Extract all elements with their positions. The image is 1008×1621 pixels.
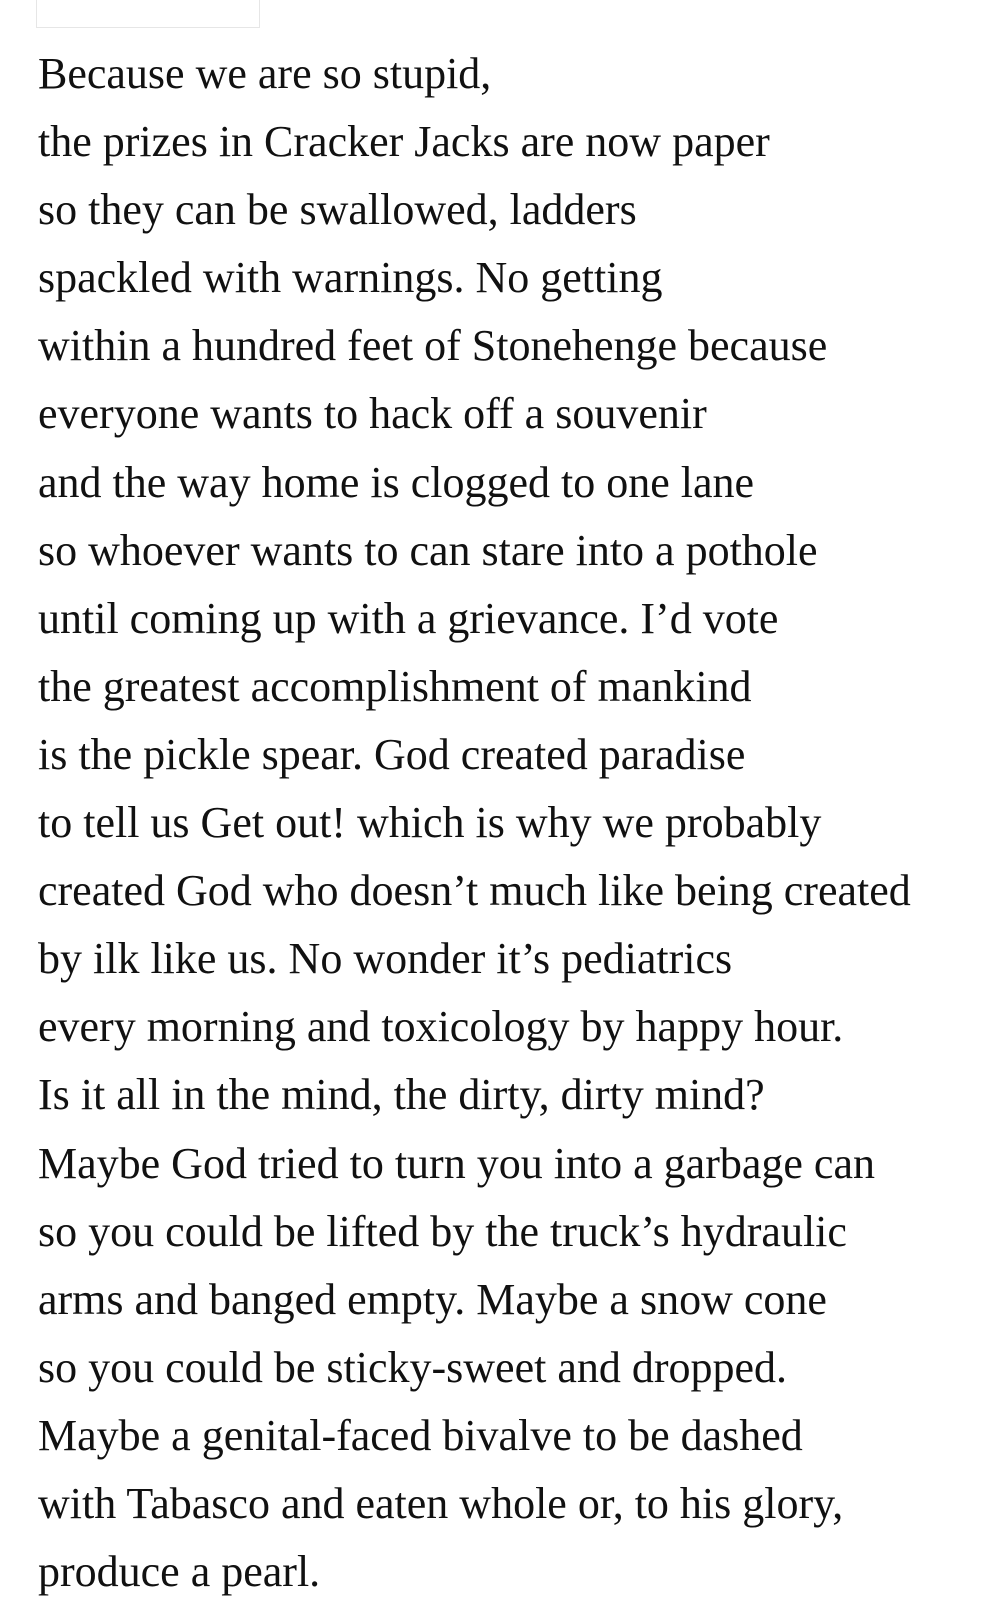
poem-line: Maybe a genital-faced bivalve to be dashed	[38, 1410, 803, 1460]
poem-line: the greatest accomplishment of mankind	[38, 661, 752, 711]
poem-line: Maybe God tried to turn you into a garbage can	[38, 1138, 875, 1188]
poem-line: so whoever wants to can stare into a pothole	[38, 525, 818, 575]
poem-line: everyone wants to hack off a souvenir	[38, 389, 707, 439]
poem-line: within a hundred feet of Stonehenge because	[38, 321, 828, 371]
poem-line: the prizes in Cracker Jacks are now paper	[38, 117, 770, 167]
poem-line: Because we are so stupid,	[38, 49, 492, 98]
poem-line: so you could be sticky-sweet and dropped.	[38, 1342, 788, 1392]
poem-line: Is it all in the mind, the dirty, dirty mind?	[38, 1070, 765, 1120]
poem-line: and the way home is clogged to one lane	[38, 457, 755, 507]
top-input-box	[36, 0, 260, 28]
poem-line: arms and banged empty. Maybe a snow cone	[38, 1274, 827, 1324]
poem-line: until coming up with a grievance. I’d vote	[38, 593, 779, 643]
poem-line: is the pickle spear. God created paradise	[38, 729, 746, 779]
poem-line: so you could be lifted by the truck’s hydraulic	[38, 1206, 847, 1256]
poem-line: every morning and toxicology by happy hour.	[38, 1002, 844, 1052]
poem-line: spackled with warnings. No getting	[38, 253, 663, 303]
poem-line: with Tabasco and eaten whole or, to his glory,	[38, 1478, 844, 1528]
poem-line: so they can be swallowed, ladders	[38, 185, 637, 235]
poem-line: to tell us Get out! which is why we probably	[38, 798, 822, 848]
poem-line: produce a pearl.	[38, 1547, 321, 1597]
poem-line: by ilk like us. No wonder it’s pediatrics	[38, 934, 733, 984]
poem-text	[38, 40, 911, 1606]
poem-line: created God who doesn’t much like being created	[38, 866, 911, 916]
